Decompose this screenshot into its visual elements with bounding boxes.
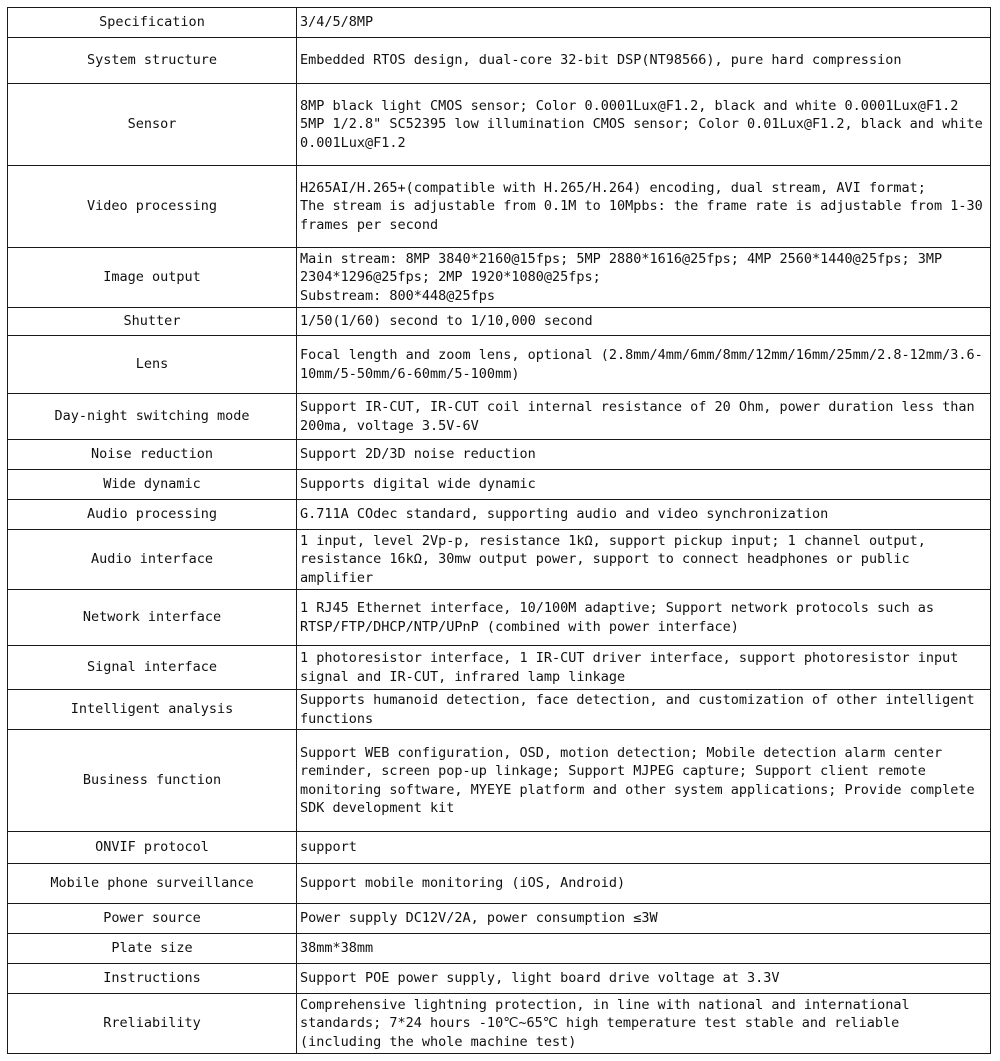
spec-label: Business function bbox=[8, 730, 297, 832]
spec-label: Specification bbox=[8, 8, 297, 38]
spec-label: Video processing bbox=[8, 166, 297, 248]
table-row bbox=[8, 832, 991, 864]
spec-value: 38mm*38mm bbox=[297, 934, 991, 964]
spec-value: H265AI/H.265+(compatible with H.265/H.264) encoding, dual stream, AVI format; The stream is adjustable from 0.1M to 10Mpbs: the frame rate is adjustable from 1-30 frames per second bbox=[297, 166, 991, 248]
spec-label: Instructions bbox=[8, 964, 297, 994]
spec-value: 1 input, level 2Vp-p, resistance 1kΩ, support pickup input; 1 channel output, resistance 16kΩ, 30mw output power, support to connect headphones or public amplifier bbox=[297, 530, 991, 590]
table-row bbox=[8, 690, 991, 730]
table-row bbox=[8, 308, 991, 336]
spec-label: Day-night switching mode bbox=[8, 394, 297, 440]
spec-value: 1 RJ45 Ethernet interface, 10/100M adaptive; Support network protocols such as RTSP/FTP/DHCP/NTP/UPnP (combined with power interface) bbox=[297, 590, 991, 646]
spec-value: Support 2D/3D noise reduction bbox=[297, 440, 991, 470]
spec-label: Noise reduction bbox=[8, 440, 297, 470]
table-row bbox=[8, 730, 991, 832]
table-row bbox=[8, 248, 991, 308]
spec-label: Plate size bbox=[8, 934, 297, 964]
spec-value: Embedded RTOS design, dual-core 32-bit DSP(NT98566), pure hard compression bbox=[297, 38, 991, 84]
spec-value: Power supply DC12V/2A, power consumption ≤3W bbox=[297, 904, 991, 934]
spec-value: 8MP black light CMOS sensor; Color 0.0001Lux@F1.2, black and white 0.0001Lux@F1.2 5MP 1/2.8" SC52395 low illumination CMOS sensor; Color 0.01Lux@F1.2, black and white 0.001Lux@F1.2 bbox=[297, 84, 991, 166]
spec-label: Audio processing bbox=[8, 500, 297, 530]
spec-value: Support mobile monitoring (iOS, Android) bbox=[297, 864, 991, 904]
spec-value: Main stream: 8MP 3840*2160@15fps; 5MP 2880*1616@25fps; 4MP 2560*1440@25fps; 3MP 2304*1296@25fps; 2MP 1920*1080@25fps; Substream: 800*448@25fps bbox=[297, 248, 991, 308]
spec-value: Support WEB configuration, OSD, motion detection; Mobile detection alarm center reminder, screen pop-up linkage; Support MJPEG capture; Support client remote monitoring software, MYEYE platform and other system applications; Provide complete SDK development kit bbox=[297, 730, 991, 832]
spec-value: support bbox=[297, 832, 991, 864]
spec-label: Mobile phone surveillance bbox=[8, 864, 297, 904]
spec-value: Support POE power supply, light board drive voltage at 3.3V bbox=[297, 964, 991, 994]
spec-label: Power source bbox=[8, 904, 297, 934]
spec-value: Focal length and zoom lens, optional (2.8mm/4mm/6mm/8mm/12mm/16mm/25mm/2.8-12mm/3.6-10mm/5-50mm/6-60mm/5-100mm) bbox=[297, 336, 991, 394]
table-row bbox=[8, 440, 991, 470]
spec-value: G.711A COdec standard, supporting audio and video synchronization bbox=[297, 500, 991, 530]
spec-label: Shutter bbox=[8, 308, 297, 336]
spec-label: Wide dynamic bbox=[8, 470, 297, 500]
spec-value: Supports humanoid detection, face detection, and customization of other intelligent functions bbox=[297, 690, 991, 730]
spec-label: ONVIF protocol bbox=[8, 832, 297, 864]
specification-table bbox=[7, 7, 991, 1054]
spec-value: 1 photoresistor interface, 1 IR-CUT driver interface, support photoresistor input signal and IR-CUT, infrared lamp linkage bbox=[297, 646, 991, 690]
spec-label: Network interface bbox=[8, 590, 297, 646]
spec-value: Supports digital wide dynamic bbox=[297, 470, 991, 500]
spec-label: Rreliability bbox=[8, 994, 297, 1054]
table-row bbox=[8, 994, 991, 1054]
table-row bbox=[8, 470, 991, 500]
spec-label: Sensor bbox=[8, 84, 297, 166]
table-row bbox=[8, 38, 991, 84]
table-row bbox=[8, 590, 991, 646]
table-row bbox=[8, 166, 991, 248]
table-row bbox=[8, 904, 991, 934]
table-row bbox=[8, 864, 991, 904]
spec-label: Lens bbox=[8, 336, 297, 394]
spec-label: Audio interface bbox=[8, 530, 297, 590]
spec-label: Signal interface bbox=[8, 646, 297, 690]
table-row bbox=[8, 646, 991, 690]
table-row bbox=[8, 336, 991, 394]
table-row bbox=[8, 934, 991, 964]
spec-label: Intelligent analysis bbox=[8, 690, 297, 730]
table-row bbox=[8, 530, 991, 590]
table-row bbox=[8, 394, 991, 440]
spec-value: 1/50(1/60) second to 1/10,000 second bbox=[297, 308, 991, 336]
spec-value: Support IR-CUT, IR-CUT coil internal resistance of 20 Ohm, power duration less than 200ma, voltage 3.5V-6V bbox=[297, 394, 991, 440]
table-row bbox=[8, 84, 991, 166]
table-row bbox=[8, 500, 991, 530]
spec-value: 3/4/5/8MP bbox=[297, 8, 991, 38]
spec-label: Image output bbox=[8, 248, 297, 308]
spec-value: Comprehensive lightning protection, in line with national and international standards; 7*24 hours -10℃~65℃ high temperature test stable and reliable (including the whole machine test) bbox=[297, 994, 991, 1054]
table-row bbox=[8, 964, 991, 994]
table-row bbox=[8, 8, 991, 38]
spec-label: System structure bbox=[8, 38, 297, 84]
